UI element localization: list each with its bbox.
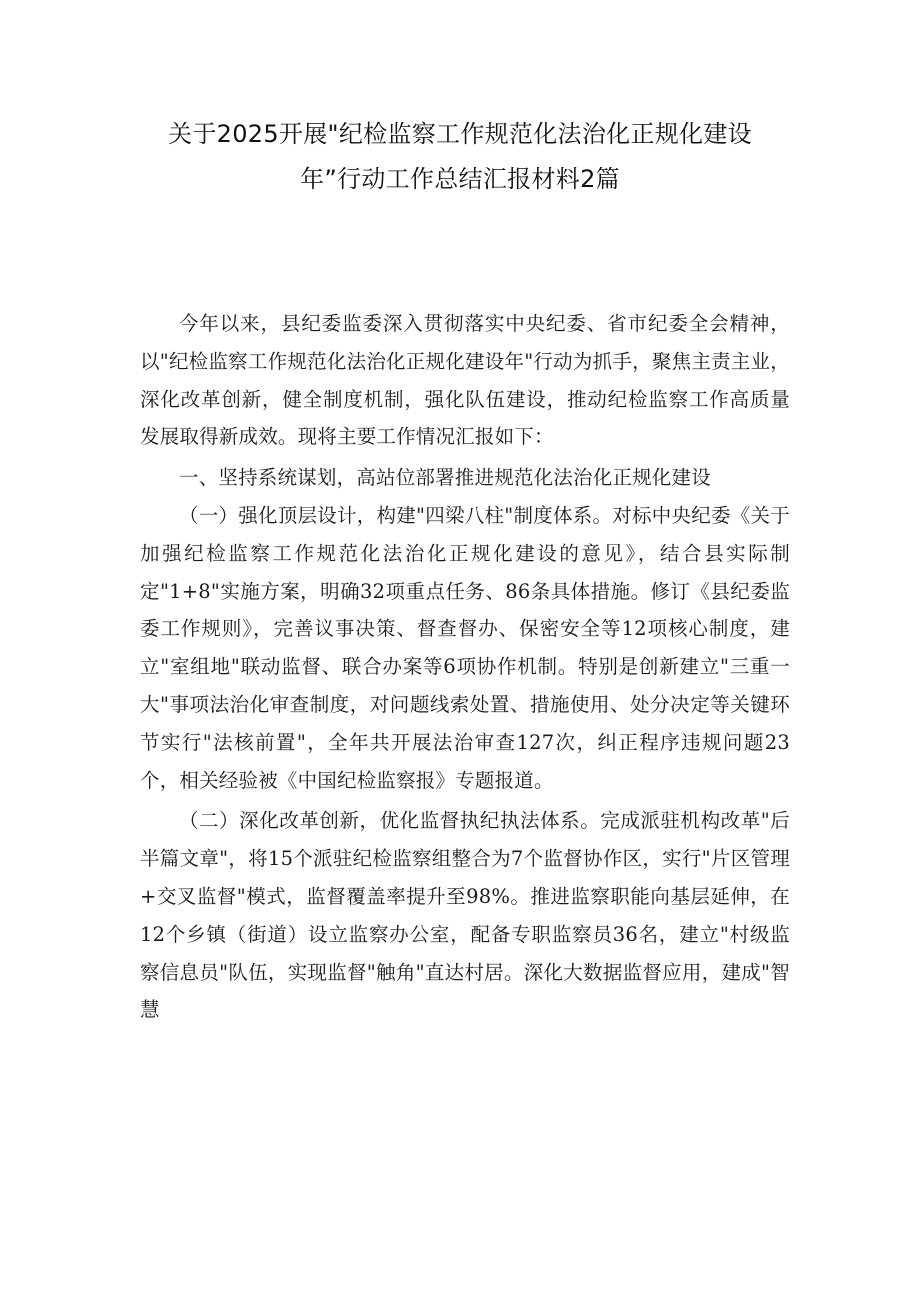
document-body [140,305,790,1029]
title-line-1: 关于2025开展"纪检监察工作规范化法治化正规化建设 [168,120,752,148]
intro-paragraph: 今年以来，县纪委监委深入贯彻落实中央纪委、省市纪委全会精神，以"纪检监察工作规范化法治化正规化建设年"行动为抓手，聚焦主责主业，深化改革创新，健全制度机制，强化队伍建设，推动纪检监察工作高质量发展取得新成效。现将主要工作情况汇报如下： [140,312,790,449]
paragraph-1: （一）强化顶层设计，构建"四梁八柱"制度体系。对标中央纪委《关于加强纪检监察工作规范化法治化正规化建设的意见》，结合县实际制定"1+8"实施方案，明确32项重点任务、86条具体措施。修订《县纪委监委工作规则》，完善议事决策、督查督办、保密安全等12项核心制度，建立"室组地"联动监督、联合办案等6项协作机制。特别是创新建立"三重一大"事项法治化审查制度，对问题线索处置、措施使用、处分决定等关键环节实行"法核前置"，全年共开展法治审查127次，纠正程序违规问题23个，相关经验被《中国纪检监察报》专题报道。 [140,503,790,792]
title-line-2: 年”行动工作总结汇报材料2篇 [300,165,620,193]
paragraph-2: （二）深化改革创新，优化监督执纪执法体系。完成派驻机构改革"后半篇文章"，将15个派驻纪检监察组整合为7个监督协作区，实行"片区管理+交叉监督"模式，监督覆盖率提升至98%。推进监察职能向基层延伸，在12个乡镇（街道）设立监察办公室，配备专职监察员36名，建立"村级监察信息员"队伍，实现监督"触角"直达村居。深化大数据监督应用，建成"智慧 [140,809,790,1022]
document-title [130,112,790,202]
section-1-heading: 一、坚持系统谋划，高站位部署推进规范化法治化正规化建设 [179,466,711,490]
